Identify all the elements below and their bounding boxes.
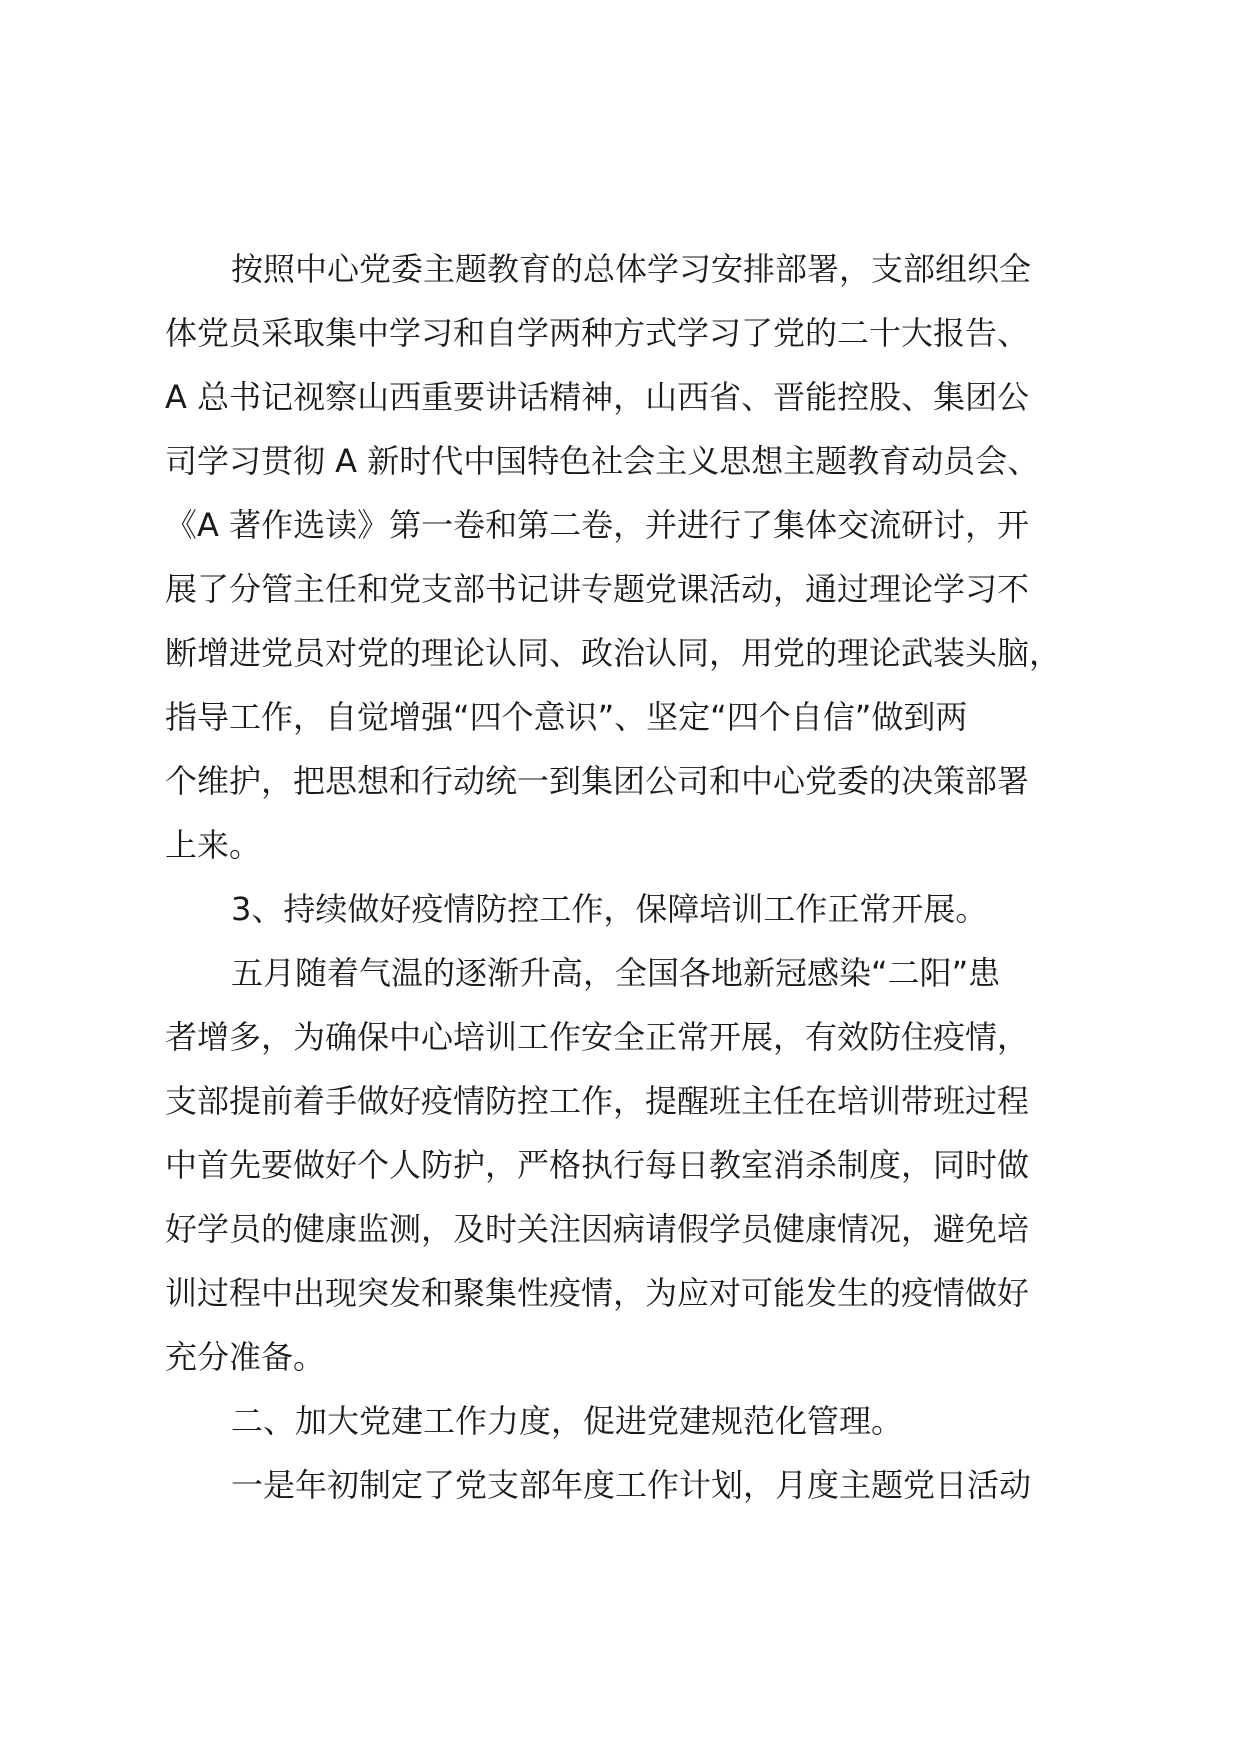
text-line: 上来。 (165, 826, 262, 864)
text-line: 五月随着气温的逐渐升高，全国各地新冠感染“二阳”患 (231, 954, 1001, 992)
section-heading: 3、持续做好疫情防控工作，保障培训工作正常开展。 (231, 890, 988, 928)
text-line: 指导工作，自觉增强“四个意识”、坚定“四个自信”做到两 (165, 698, 968, 736)
text-line: 《A 著作选读》第一卷和第二卷，并进行了集体交流研讨，开 (165, 506, 1030, 544)
text-line: 支部提前着手做好疫情防控工作，提醒班主任在培训带班过程 (165, 1082, 1030, 1120)
text-line: 按照中心党委主题教育的总体学习安排部署，支部组织全 (231, 250, 1032, 288)
text-line: 个维护，把思想和行动统一到集团公司和中心党委的决策部署 (165, 762, 1030, 800)
text-line: 中首先要做好个人防护，严格执行每日教室消杀制度，同时做 (165, 1146, 1030, 1184)
text-line: A 总书记视察山西重要讲话精神，山西省、晋能控股、集团公 (165, 378, 1030, 416)
text-line: 好学员的健康监测，及时关注因病请假学员健康情况，避免培 (165, 1210, 1030, 1248)
text-line: 断增进党员对党的理论认同、政治认同，用党的理论武装头脑， (165, 634, 1062, 672)
text-line: 体党员采取集中学习和自学两种方式学习了党的二十大报告、 (165, 314, 1030, 352)
section-heading: 二、加大党建工作力度，促进党建规范化管理。 (231, 1402, 904, 1440)
text-line: 训过程中出现突发和聚集性疫情，为应对可能发生的疫情做好 (165, 1274, 1030, 1312)
text-line: 展了分管主任和党支部书记讲专题党课活动，通过理论学习不 (165, 570, 1030, 608)
text-line: 者增多，为确保中心培训工作安全正常开展，有效防住疫情， (165, 1018, 1030, 1056)
text-line: 司学习贯彻 A 新时代中国特色社会主义思想主题教育动员会、 (165, 442, 1040, 480)
text-line: 一是年初制定了党支部年度工作计划，月度主题党日活动 (231, 1466, 1032, 1504)
text-line: 充分准备。 (165, 1338, 326, 1376)
